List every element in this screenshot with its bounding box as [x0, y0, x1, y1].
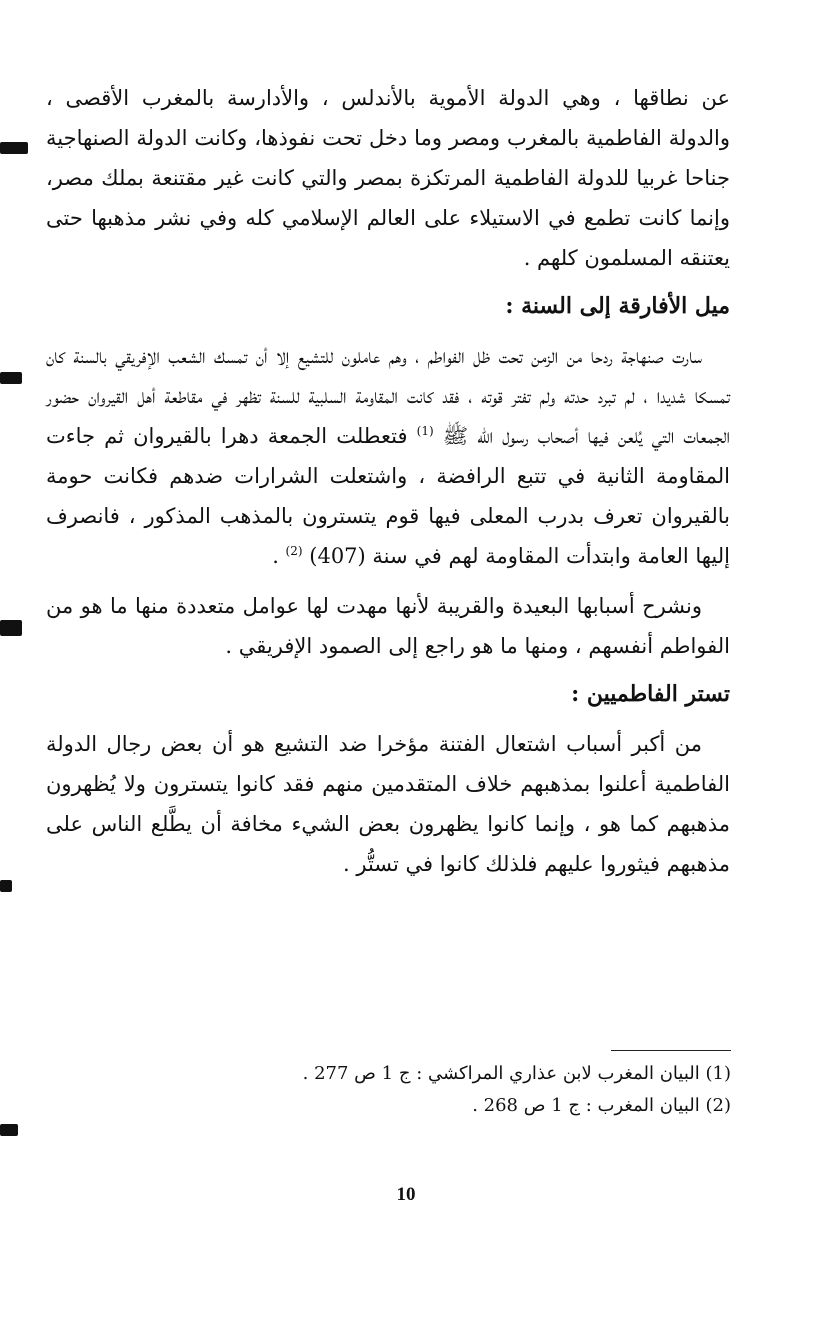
paragraph: ونشرح أسبابها البعيدة والقريبة لأنها مهدت لها عوامل متعددة منها ما هو من الفواطم أنفسهم ، ومنها ما هو راجع إلى الصمود الإفريقي . — [46, 594, 730, 658]
footnote-ref: (2) — [285, 544, 303, 558]
page-body — [46, 78, 730, 884]
footnote: (1) البيان المغرب لابن عذاري المراكشي : ج 1 ص 277 . — [302, 1063, 731, 1084]
section-heading: ميل الأفارقة إلى السنة : — [505, 293, 730, 319]
footnote: (2) البيان المغرب : ج 1 ص 268 . — [472, 1095, 731, 1116]
footnote-ref: (1) — [416, 424, 434, 438]
paragraph: من أكبر أسباب اشتعال الفتنة مؤخرا ضد التشيع هو أن بعض رجال الدولة الفاطمية أعلنوا بمذهبهم خلاف المتقدمين منهم فقد كانوا يتسترون ولا يُظهرون مذهبهم كما هو ، وإنما كانوا يظهرون بعض الشيء مخافة أن يطَّلع الناس على مذهبهم فيثوروا عليهم فلذلك كانوا في تستُّر . — [46, 732, 730, 876]
paragraph — [46, 336, 730, 576]
margin-mark — [0, 372, 22, 384]
paragraph-text: . — [272, 544, 286, 568]
footnote-separator — [611, 1050, 731, 1051]
footnotes — [90, 1058, 731, 1122]
margin-mark — [0, 1124, 18, 1136]
paragraph-text: سارت صنهاجة ردحا من الزمن تحت ظل الفواطم ، وهم عاملون للتشيع إلا أن تمسك الشعب الإفريقي بالسنة كان تمسكا شديدا ، لم تبرد حدته ولم تفتر قوته ، فقد كانت المقاومة السلبية للسنة تظهر في مقاطعة أهل القيروان حضور الجمعات التي يُلعن فيها أصحاب رسول الله ﷺ — [46, 344, 730, 448]
paragraph: عن نطاقها ، وهي الدولة الأموية بالأندلس ، والأدارسة بالمغرب الأقصى ، والدولة الفاطمية بالمغرب ومصر وما دخل تحت نفوذها، وكانت الدولة الصنهاجية جناحا غربيا للدولة الفاطمية المرتكزة بمصر والتي كانت غير مقتنعة بملك مصر، وإنما كانت تطمع في الاستيلاء على العالم الإسلامي كله وفي نشر مذهبها حتى يعتنقه المسلمون كلهم . — [46, 86, 731, 270]
margin-mark — [0, 142, 28, 154]
margin-mark — [0, 880, 12, 892]
paragraph-text: فتعطلت الجمعة دهرا بالقيروان ثم جاءت المقاومة الثانية في تتبع الرافضة ، واشتعلت الشرارات ضدهم فكانت حومة بالقيروان تعرف بدرب المعلى فيها قوم يتسترون بالمذهب المذكور ، فانصرف إليها العامة وابتدأت المقاومة لهم في سنة (407) — [46, 424, 730, 568]
page-number: 10 — [396, 1184, 416, 1205]
margin-mark — [0, 620, 22, 636]
section-heading: تستر الفاطميين : — [571, 681, 730, 707]
